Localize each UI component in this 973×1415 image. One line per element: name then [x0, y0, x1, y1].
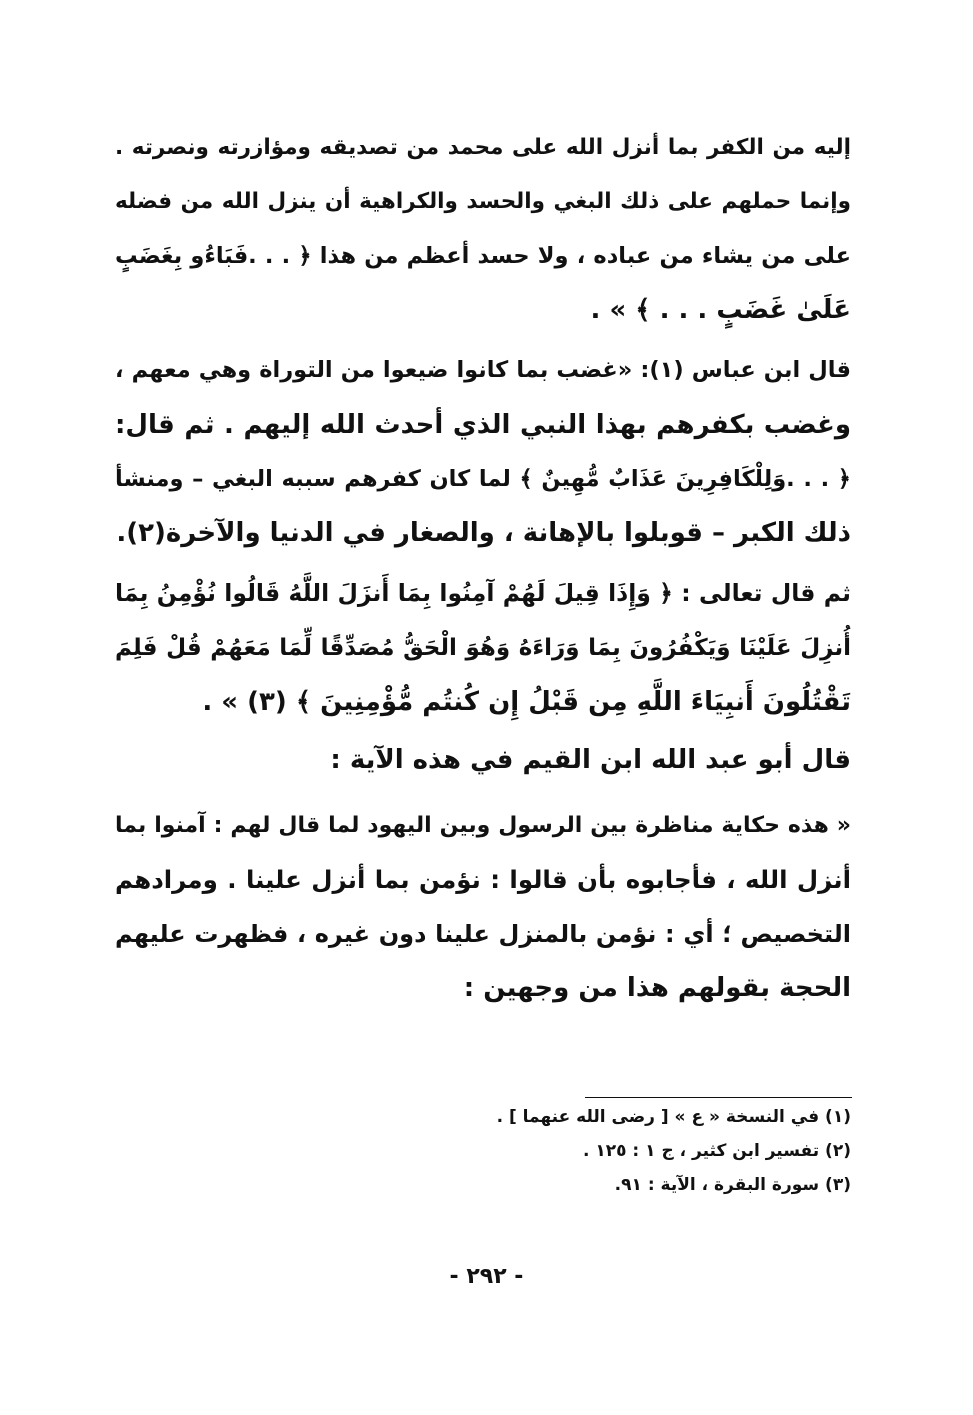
text-line-13: « هذه حكاية مناظرة بين الرسول وبين اليهود لما قال لهم : آمنوا بما [115, 813, 851, 838]
page-number: - ٢٩٢ - [449, 1264, 524, 1289]
text-line-3: على من يشاء من عباده ، ولا حسد أعظم من هذا ﴿ . . .فَبَاءُو بِغَضَبٍ [115, 243, 851, 269]
text-line-12: قال أبو عبد الله ابن القيم في هذه الآية : [330, 745, 851, 775]
footnote-3: (٣) سورة البقرة ، الآية : ٩١. [614, 1175, 851, 1195]
text-line-16: الحجة بقولهم هذا من وجهين : [463, 973, 851, 1003]
text-line-2: وإنما حملهم على ذلك البغي والحسد والكراهية أن ينزل الله من فضله [115, 189, 851, 214]
text-line-6: وغضب بكفرهم بهذا النبي الذي أحدث الله إليهم . ثم قال: [115, 410, 851, 440]
footnote-1: (١) في النسخة « ع » [ رضى الله عنهما ] . [496, 1107, 851, 1127]
text-line-14: أنزل الله ، فأجابوه بأن قالوا : نؤمن بما أنزل علينا . ومرادهم [115, 865, 851, 894]
text-line-1: إليه من الكفر بما أنزل الله على محمد من تصديقه ومؤازرته ونصرته . [115, 135, 851, 160]
text-line-11: تَقْتُلُونَ أَنبِيَاءَ اللَّهِ مِن قَبْلُ إِن كُنتُم مُّؤْمِنِينَ ﴾ (٣) » . [202, 687, 851, 717]
footnote-2: (٢) تفسير ابن كثير ، ج ١ : ١٢٥ . [582, 1141, 851, 1161]
text-line-7: ﴿ . . .وَلِلْكَافِرِينَ عَذَابٌ مُّهِينٌ ﴾ لما كان كفرهم سببه البغي – ومنشأ [115, 466, 851, 492]
text-line-5: قال ابن عباس (١): «غضب بما كانوا ضيعوا من التوراة وهي معهم ، [115, 357, 851, 383]
footnote-divider [585, 1097, 852, 1098]
text-line-15: التخصيص ؛ أي : نؤمن بالمنزل علينا دون غيره ، فظهرت عليهم [115, 920, 851, 948]
text-line-8: ذلك الكبر – قوبلوا بالإهانة ، والصغار في الدنيا والآخرة(٢). [116, 518, 851, 548]
text-line-10: أُنزِلَ عَلَيْنَا وَيَكْفُرُونَ بِمَا وَرَاءَهُ وَهُوَ الْحَقُّ مُصَدِّقًا لِّمَا مَعَهُمْ قُلْ فَلِمَ [115, 635, 851, 661]
text-line-9: ثم قال تعالى : ﴿ وَإِذَا قِيلَ لَهُمْ آمِنُوا بِمَا أَنزَلَ اللَّهُ قَالُوا نُؤْمِنُ بِمَا [115, 579, 851, 607]
text-line-4: عَلَىٰ غَضَبٍ . . . ﴾ » . [590, 295, 851, 325]
